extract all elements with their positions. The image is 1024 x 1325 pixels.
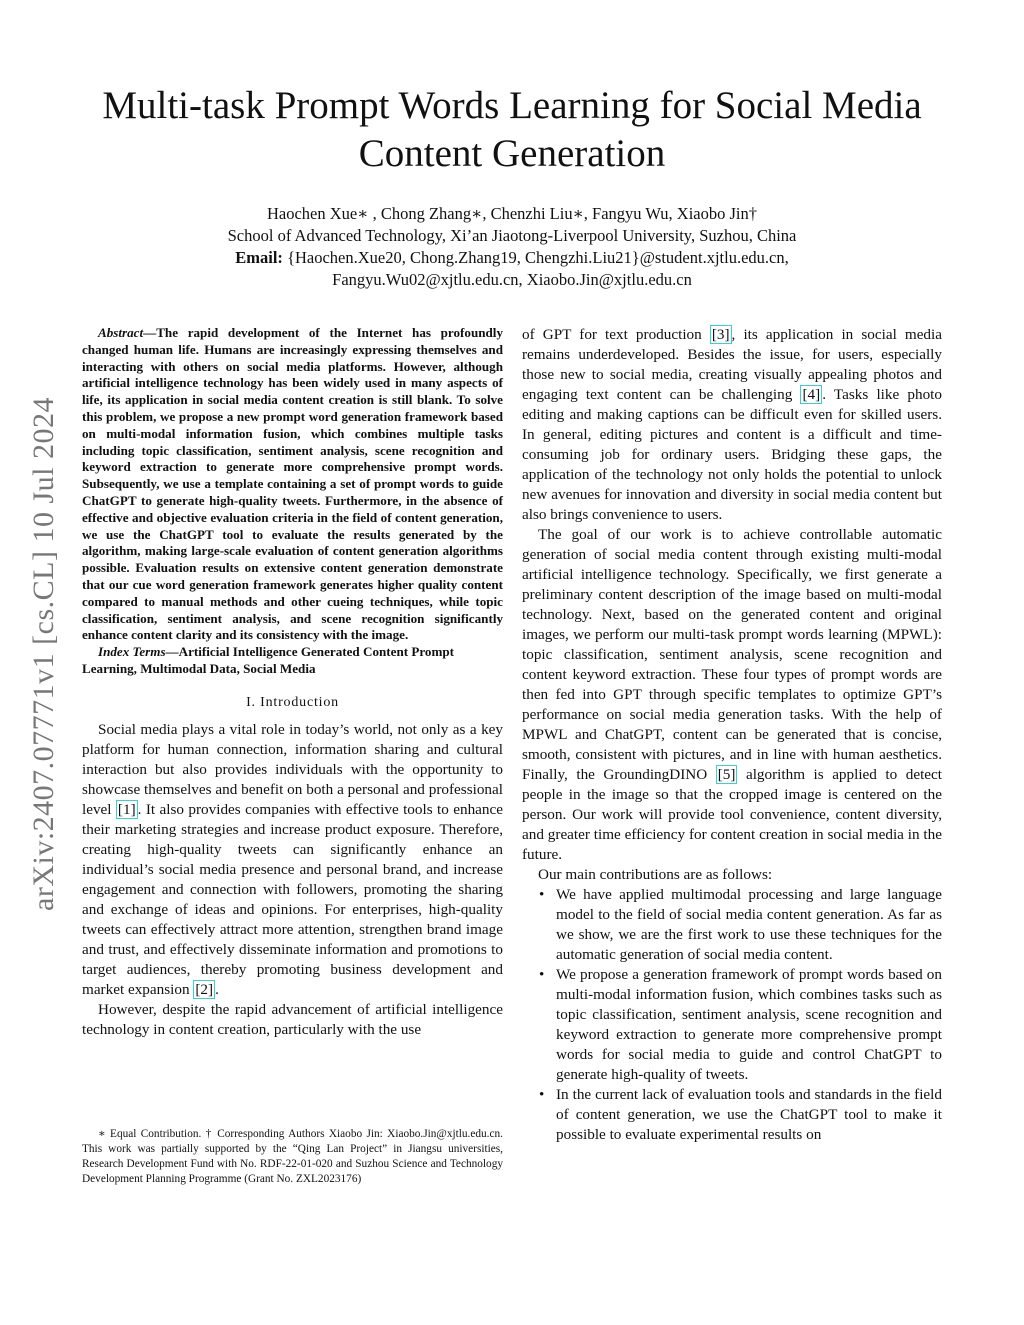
intro-p1-text-b: . It also provides companies with effective tools to enhance their marketing strategies and increase product exposure. Therefore, creating high-quality tweets can significantly enhance an individual’s social media presence and personal brand, and increase engagement and connection with followers, promoting the sharing and exchange of ideas and opinions. For enterprises, high-quality tweets can effectively attract more attention, strengthen brand image and trust, and effectively disseminate information and promotions to target audiences, thereby promoting business development and market expansion	[82, 800, 503, 998]
left-column	[82, 325, 503, 1040]
author-email-line-1	[100, 247, 924, 269]
list-item: • We propose a generation framework of prompt words based on multi-modal information fusion, which combines tasks such as topic classification, sentiment analysis, scene recognition and keyword extraction to generate more comprehensive prompt words for social media to guide and control ChatGPT to generate high-quality of tweets.	[556, 965, 942, 1085]
author-names: Haochen Xue∗ , Chong Zhang∗, Chenzhi Liu∗, Fangyu Wu, Xiaobo Jin†	[266, 204, 758, 223]
list-item: • In the current lack of evaluation tools and standards in the field of content generation, we use the ChatGPT tool to make it possible to evaluate experimental results on	[556, 1085, 942, 1145]
citation-link[interactable]: [4]	[802, 386, 821, 403]
arxiv-identifier-text: arXiv:2407.07771v1 [cs.CL] 10 Jul 2024	[27, 397, 60, 911]
arxiv-identifier	[14, 352, 74, 956]
right-column	[522, 325, 942, 1145]
section-heading-introduction: I. Introduction	[246, 694, 339, 710]
index-terms-label: Index Terms	[98, 644, 166, 660]
right-p2-text-a: The goal of our work is to achieve controllable automatic generation of social media content through existing multi-modal artificial intelligence technology. Specifically, we first generate a preliminary content description of the image based on multi-modal technology. Next, based on the generated content and original images, we perform our multi-task prompt words learning (MPWL): topic classification, sentiment analysis, scene recognition and content keyword extraction. These four types of prompt words are then fed into GPT through specific templates to optimize GPT’s performance on social media generation tasks. With the help of MPWL and ChatGPT, content can be generated that is concise, smooth, consistent with pictures, and in line with human aesthetics. Finally, the GroundingDINO	[522, 526, 942, 783]
list-item: • We have applied multimodal processing and large language model to the field of social media content generation. As far as we show, we are the first work to use these techniques for the automatic generation of social media content.	[556, 885, 942, 965]
paper-title: Multi-task Prompt Words Learning for Social Media Content Generation	[102, 84, 922, 175]
contributions-list	[522, 885, 942, 1145]
abstract-text: —The rapid development of the Internet has profoundly changed human life. Humans are increasingly expressing themselves and interacting with others on social media platforms. However, although artificial intelligence technology has been widely used in many aspects of life, its application in social media content creation is still blank. To solve this problem, we propose a new prompt word generation framework based on multi-modal information fusion, which combines multiple tasks including topic classification, sentiment analysis, scene recognition and keyword extraction to generate more comprehensive prompt words. Subsequently, we use a template containing a set of prompt words to guide ChatGPT to generate high-quality tweets. Furthermore, in the absence of effective and objective evaluation criteria in the field of content generation, we use the ChatGPT tool to evaluate the results generated by the algorithm, making large-scale evaluation of content generation algorithms possible. Evaluation results on extensive content generation demonstrate that our cue word generation framework generates higher quality content compared to manual methods and other cueing techniques, while topic classification, sentiment analysis, and scene recognition significantly enhance content clarity and its consistency with the image.	[82, 325, 503, 643]
intro-p1-text-c: .	[215, 980, 219, 998]
citation-link[interactable]: [5]	[717, 766, 736, 783]
footnote-text: ∗ Equal Contribution. † Corresponding Authors Xiaobo Jin: Xiaobo.Jin@xjtlu.edu.cn. This work was partially supported by the “Qing Lan Project” in Jiangsu universities, Research Development Fund with No. RDF-22-01-020 and Suzhou Science and Technology Development Planning Programme (Grant No. ZXL2023176)	[82, 1128, 503, 1186]
intro-paragraph-goal	[522, 525, 942, 865]
intro-paragraph-2: However, despite the rapid advancement of artificial intelligence technology in content creation, particularly with the use	[82, 1000, 503, 1038]
right-p1-text-b: , its application in social media remains underdeveloped. Besides the issue, for users, especially those new to social media, creating visually appealing photos and engaging text content can be challenging	[522, 326, 942, 403]
abstract	[82, 325, 503, 644]
email-addresses-1: {Haochen.Xue20, Chong.Zhang19, Chengzhi.Liu21}@student.xjtlu.edu.cn,	[287, 248, 789, 267]
right-p2-text-b: algorithm is applied to detect people in the image so that the cropped image is centered on the person. Our work will provide tool convenience, content diversity, and greater time efficiency for content creation in social media in the future.	[522, 766, 943, 863]
author-affiliation: School of Advanced Technology, Xi’an Jiaotong-Liverpool University, Suzhou, China	[227, 226, 797, 245]
citation-link[interactable]: [3]	[711, 326, 730, 343]
author-email-line-2: Fangyu.Wu02@xjtlu.edu.cn, Xiaobo.Jin@xjtlu.edu.cn	[332, 270, 692, 289]
intro-paragraph-1	[82, 720, 503, 1000]
right-p1-text-a: of GPT for text production	[522, 326, 710, 343]
intro-p1-text-a: Social media plays a vital role in today’s world, not only as a key platform for human connection, information sharing and cultural interaction but also provides individuals with the opportunity to showcase themselves and benefit on both a personal and professional level	[82, 720, 503, 818]
contributions-intro: Our main contributions are as follows:	[538, 866, 773, 883]
citation-link[interactable]: [1]	[117, 800, 136, 818]
intro-paragraph-continued	[522, 325, 942, 525]
abstract-label: Abstract	[98, 325, 144, 340]
right-p1-text-c: . Tasks like photo editing and making captions can be difficult even for skilled users. In general, editing pictures and content is a difficult and time-consuming job for ordinary users. Bridging these gaps, the application of the technology not only holds the potential to unlock new avenues for innovation and diversity in social media content but also brings convenience to users.	[522, 386, 942, 523]
email-label: Email:	[235, 248, 283, 267]
author-block	[100, 203, 924, 291]
index-terms-text: —Artificial Intelligence Generated Content Prompt Learning, Multimodal Data, Social Media	[82, 644, 455, 676]
citation-link[interactable]: [2]	[195, 980, 214, 998]
index-terms	[82, 644, 503, 678]
footnote	[82, 1127, 503, 1187]
